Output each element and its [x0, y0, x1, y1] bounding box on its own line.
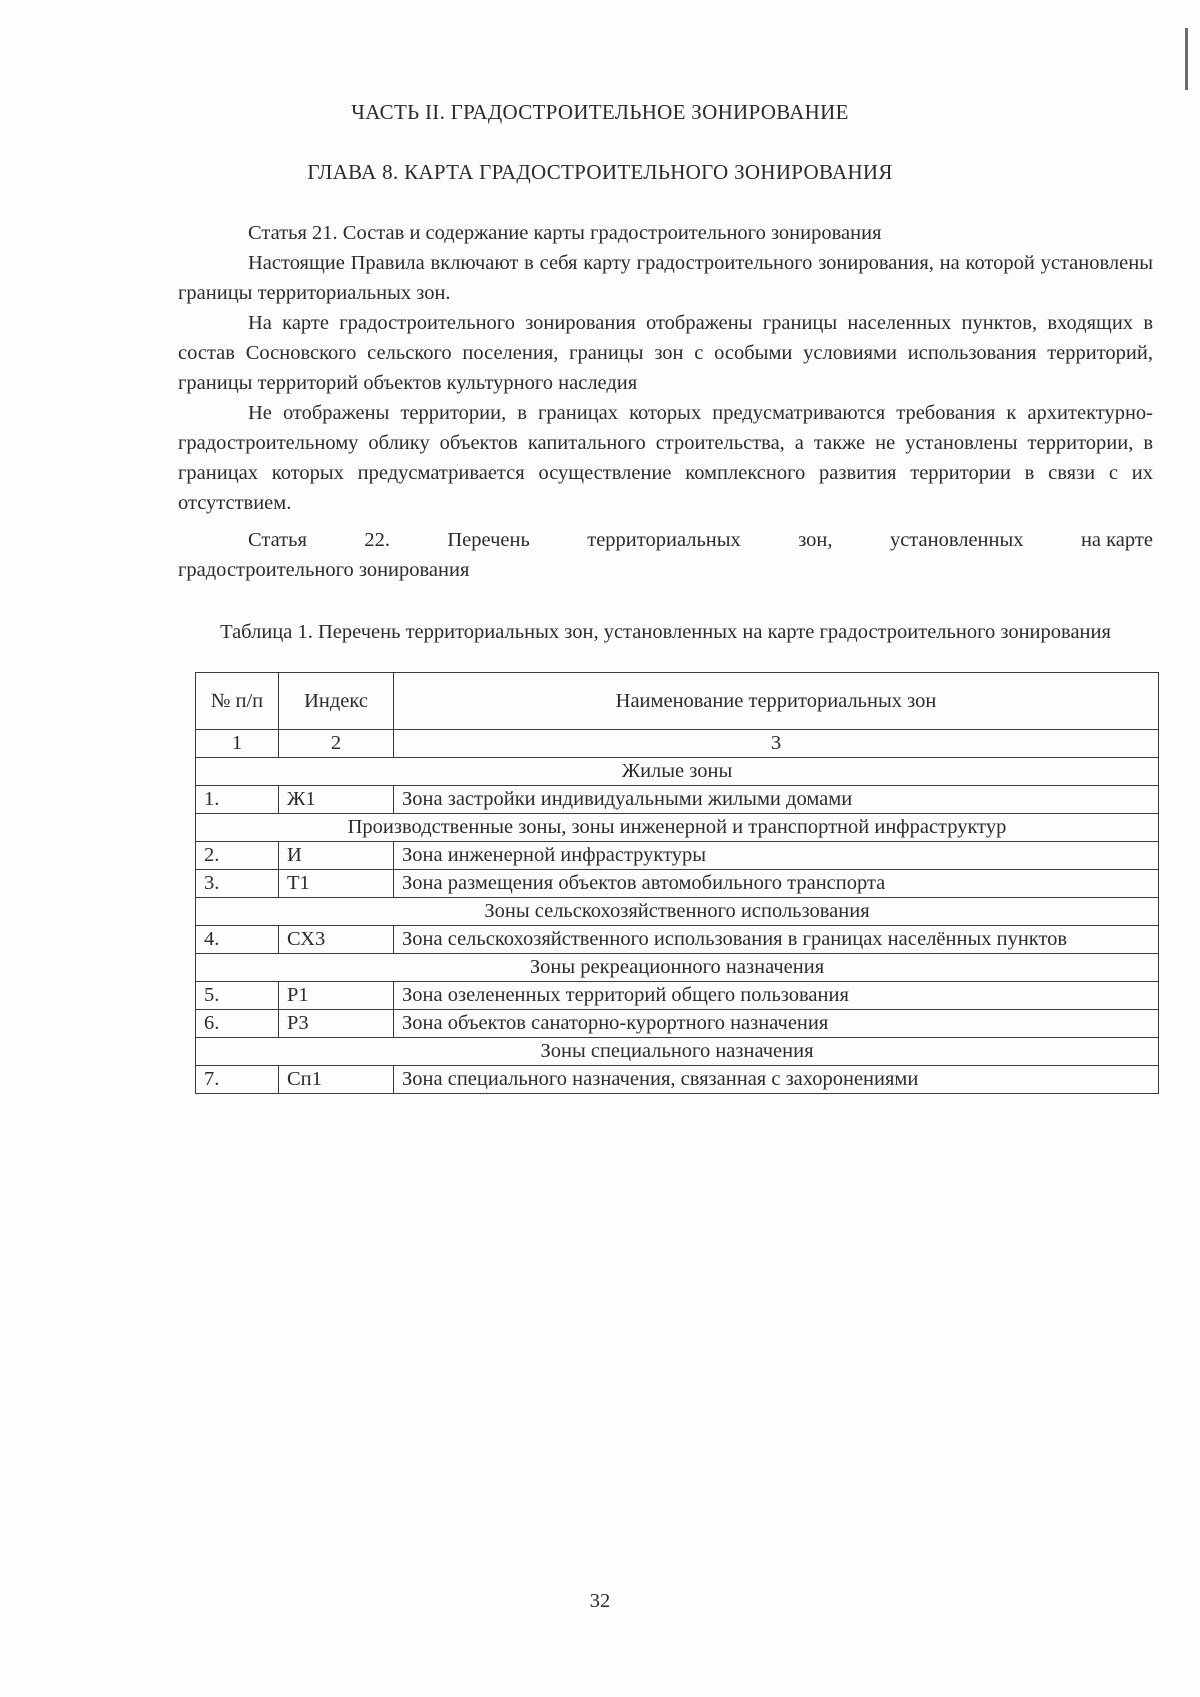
- row-index: Т1: [279, 870, 394, 898]
- row-num: 2.: [196, 842, 279, 870]
- scan-edge-mark: [1185, 28, 1188, 90]
- group-title: Зоны специального назначения: [196, 1038, 1159, 1066]
- article-22-title-word: установленных: [889, 529, 1024, 551]
- table-header-row: [196, 673, 1159, 730]
- group-row: [196, 954, 1159, 982]
- zones-table: [195, 672, 1159, 1094]
- article-22-title-continuation: градостроительного зонирования: [178, 559, 470, 581]
- article-22-title-word: 22.: [364, 529, 390, 551]
- article-21-paragraph-3: Не отображены территории, в границах которых предусматриваются требования к архитектурно-градостроительному облику объектов капитального строительства, а также не установлены территории, в границах которых предусматривается осуществление комплексного развития территории в связи с их отсутствием.: [178, 402, 1153, 514]
- group-title: Зоны сельскохозяйственного использования: [196, 898, 1159, 926]
- row-num: 4.: [196, 926, 279, 954]
- row-name: Зона специального назначения, связанная с захоронениями: [394, 1066, 1159, 1094]
- row-name: Зона объектов санаторно-курортного назначения: [394, 1010, 1159, 1038]
- row-index: Р3: [279, 1010, 394, 1038]
- article-22-title-word: на карте: [1080, 529, 1153, 551]
- group-title: Производственные зоны, зоны инженерной и транспортной инфраструктур: [196, 814, 1159, 842]
- table-row: [196, 842, 1159, 870]
- row-num: 6.: [196, 1010, 279, 1038]
- article-22: [178, 525, 1153, 585]
- header-name: Наименование территориальных зон: [394, 673, 1159, 730]
- column-number: 3: [394, 730, 1159, 758]
- group-row: [196, 814, 1159, 842]
- row-name: Зона озелененных территорий общего пользования: [394, 982, 1159, 1010]
- table-caption: Таблица 1. Перечень территориальных зон, установленных на карте градостроительного зонирования: [220, 621, 1111, 643]
- row-index: Ж1: [279, 786, 394, 814]
- article-22-title-word: Перечень: [447, 529, 530, 551]
- table-row: [196, 1066, 1159, 1094]
- article-21: [178, 218, 1153, 518]
- table-row: [196, 1010, 1159, 1038]
- article-21-paragraph-1: Настоящие Правила включают в себя карту градостроительного зонирования, на которой установлены границы территориальных зон.: [178, 252, 1153, 304]
- header-index: Индекс: [279, 673, 394, 730]
- row-name: Зона размещения объектов автомобильного транспорта: [394, 870, 1159, 898]
- page-number: 32: [589, 1590, 611, 1612]
- group-title: Зоны рекреационного назначения: [196, 954, 1159, 982]
- column-number: 2: [279, 730, 394, 758]
- column-number-row: [196, 730, 1159, 758]
- table-row: [196, 870, 1159, 898]
- article-21-paragraph-2: На карте градостроительного зонирования отображены границы населенных пунктов, входящих в состав Сосновского сельского поселения, границы зон с особыми условиями использования территорий, границы территорий объектов культурного наследия: [178, 312, 1153, 394]
- article-22-title-word: зон,: [798, 529, 833, 551]
- row-index: СХ3: [279, 926, 394, 954]
- group-row: [196, 1038, 1159, 1066]
- group-title: Жилые зоны: [196, 758, 1159, 786]
- chapter-heading: ГЛАВА 8. КАРТА ГРАДОСТРОИТЕЛЬНОГО ЗОНИРОВАНИЯ: [307, 160, 893, 184]
- row-num: 5.: [196, 982, 279, 1010]
- row-num: 3.: [196, 870, 279, 898]
- row-index: Сп1: [279, 1066, 394, 1094]
- header-num: № п/п: [196, 673, 279, 730]
- column-number: 1: [196, 730, 279, 758]
- row-name: Зона инженерной инфраструктуры: [394, 842, 1159, 870]
- row-index: И: [279, 842, 394, 870]
- table-row: [196, 982, 1159, 1010]
- group-row: [196, 758, 1159, 786]
- part-heading: ЧАСТЬ II. ГРАДОСТРОИТЕЛЬНОЕ ЗОНИРОВАНИЕ: [351, 100, 849, 124]
- article-21-title: Статья 21. Состав и содержание карты градостроительного зонирования: [248, 222, 882, 244]
- article-22-title: [178, 525, 1153, 555]
- row-name: Зона сельскохозяйственного использования в границах населённых пунктов: [394, 926, 1159, 954]
- table-row: [196, 926, 1159, 954]
- row-num: 1.: [196, 786, 279, 814]
- group-row: [196, 898, 1159, 926]
- row-num: 7.: [196, 1066, 279, 1094]
- row-index: Р1: [279, 982, 394, 1010]
- table-row: [196, 786, 1159, 814]
- article-22-title-word: Статья: [248, 529, 307, 551]
- row-name: Зона застройки индивидуальными жилыми домами: [394, 786, 1159, 814]
- article-22-title-word: территориальных: [587, 529, 741, 551]
